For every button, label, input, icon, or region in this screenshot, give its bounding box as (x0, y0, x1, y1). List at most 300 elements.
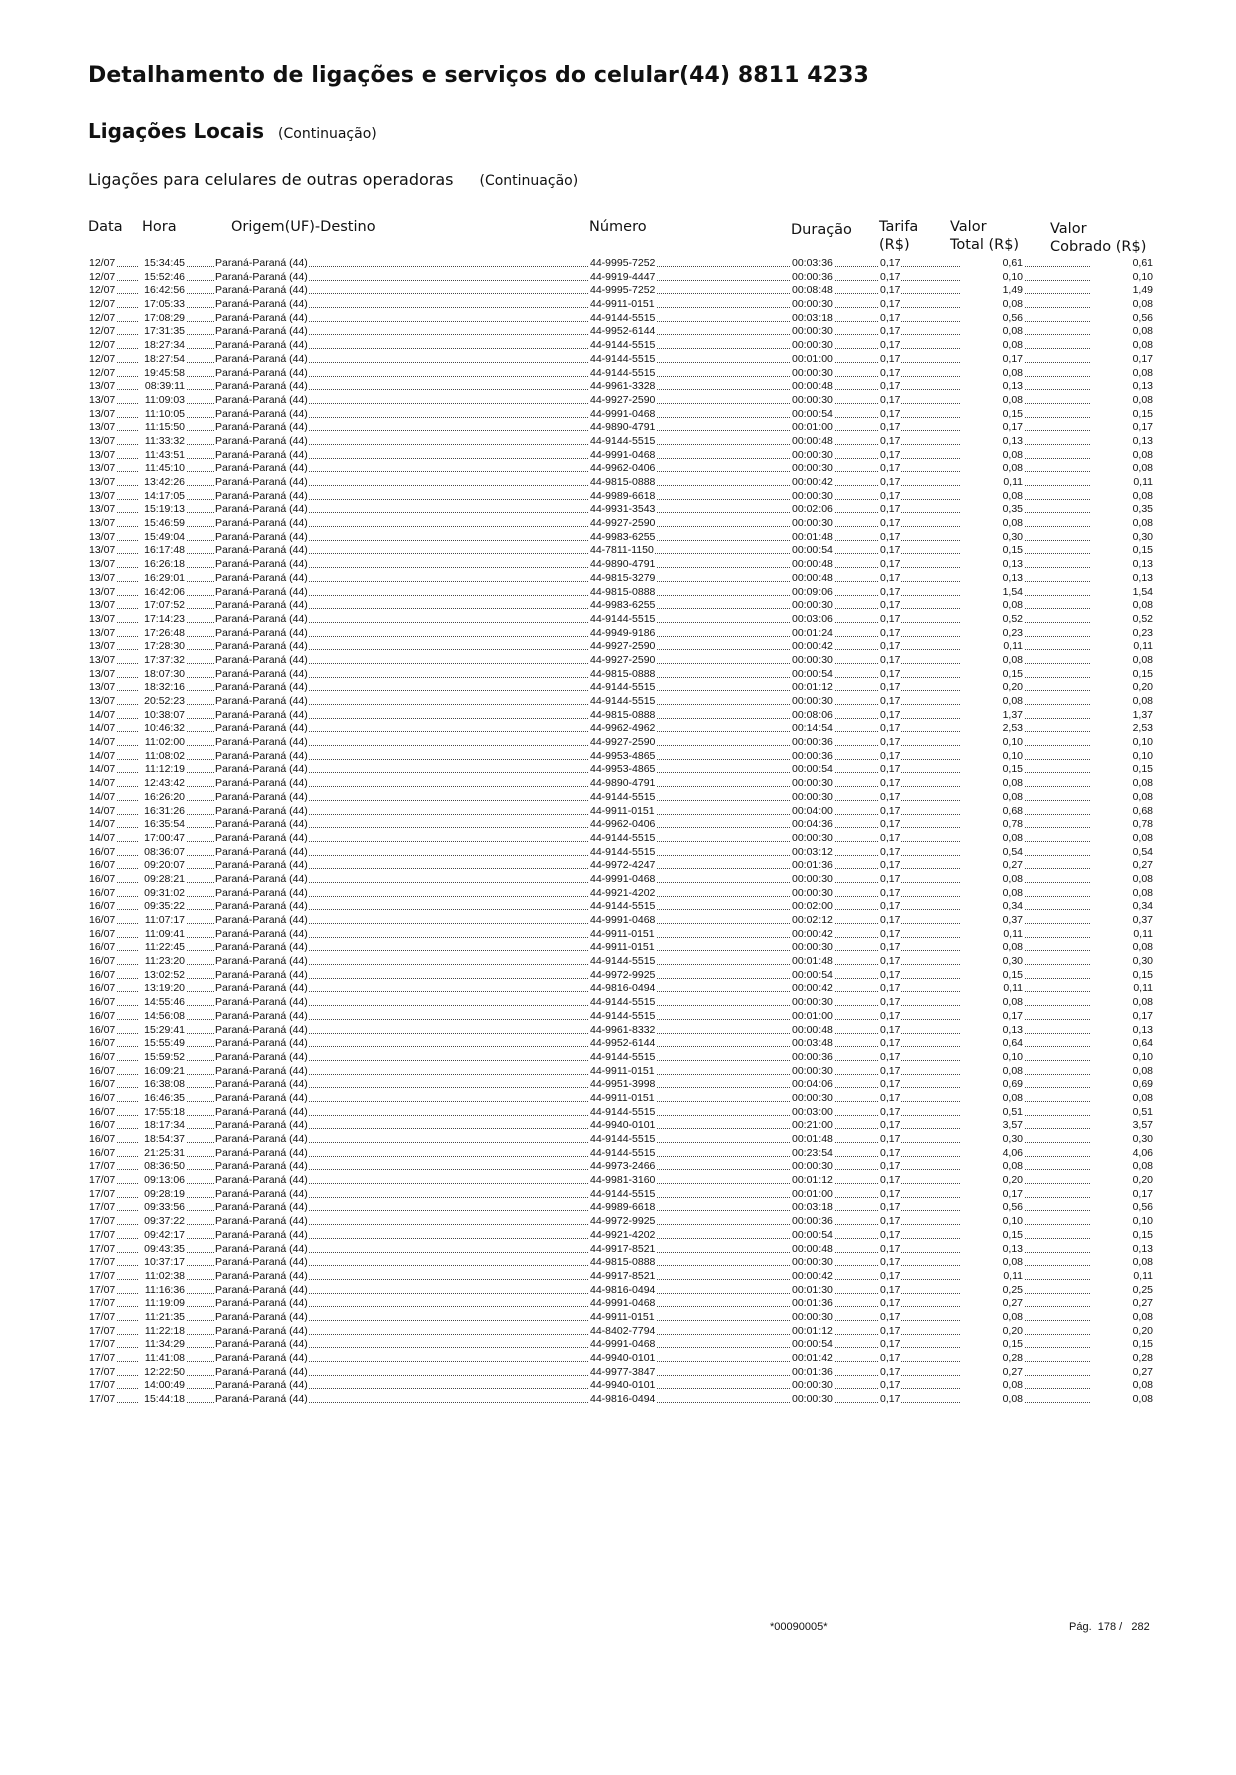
table-row (0, 763, 1236, 777)
table-row (0, 1051, 1236, 1065)
call-duration: 00:00:48 (792, 558, 833, 571)
call-tariff: 0,17 (880, 612, 901, 625)
section-heading (88, 119, 377, 143)
table-row (0, 1188, 1236, 1202)
call-tariff: 0,17 (880, 1297, 901, 1310)
call-time: 19:45:58 (138, 367, 186, 380)
call-date: 13/07 (89, 462, 116, 475)
call-total-value: 0,17 (960, 421, 1024, 434)
call-charged-value: 0,61 (1090, 257, 1154, 270)
table-row (0, 791, 1236, 805)
table-row (0, 1229, 1236, 1243)
call-number: 44-9917-8521 (590, 1242, 656, 1255)
column-header-tariff (879, 218, 918, 254)
call-total-value: 0,27 (960, 1297, 1024, 1310)
call-time: 16:29:01 (138, 572, 186, 585)
table-row (0, 284, 1236, 298)
call-origin-destination: Paraná-Paraná (44) (215, 380, 308, 393)
call-total-value: 0,30 (960, 531, 1024, 544)
call-origin-destination: Paraná-Paraná (44) (215, 1201, 308, 1214)
call-tariff: 0,17 (880, 1078, 901, 1091)
call-time: 08:39:11 (138, 380, 186, 393)
call-origin-destination: Paraná-Paraná (44) (215, 667, 308, 680)
call-origin-destination: Paraná-Paraná (44) (215, 681, 308, 694)
call-origin-destination: Paraná-Paraná (44) (215, 325, 308, 338)
call-tariff: 0,17 (880, 831, 901, 844)
call-charged-value: 0,10 (1090, 750, 1154, 763)
call-charged-value: 0,78 (1090, 818, 1154, 831)
call-number: 44-9989-6618 (590, 489, 656, 502)
call-date: 13/07 (89, 571, 116, 584)
call-total-value: 0,10 (960, 750, 1024, 763)
call-total-value: 0,15 (960, 408, 1024, 421)
call-number: 44-8402-7794 (590, 1324, 656, 1337)
call-time: 15:49:04 (138, 531, 186, 544)
call-number: 44-9962-0406 (590, 462, 656, 475)
call-duration: 00:01:00 (792, 352, 833, 365)
call-tariff: 0,17 (880, 1105, 901, 1118)
call-total-value: 0,13 (960, 558, 1024, 571)
call-charged-value: 0,08 (1090, 367, 1154, 380)
table-row (0, 722, 1236, 736)
call-total-value: 0,15 (960, 1338, 1024, 1351)
call-charged-value: 0,25 (1090, 1284, 1154, 1297)
call-tariff: 0,17 (880, 927, 901, 940)
call-time: 13:02:52 (138, 969, 186, 982)
call-duration: 00:00:36 (792, 736, 833, 749)
call-total-value: 1,49 (960, 284, 1024, 297)
call-duration: 00:01:48 (792, 955, 833, 968)
table-row (0, 1065, 1236, 1079)
call-total-value: 0,08 (960, 490, 1024, 503)
table-row (0, 503, 1236, 517)
call-origin-destination: Paraná-Paraná (44) (215, 886, 308, 899)
call-time: 11:09:41 (138, 928, 186, 941)
section-title: Ligações Locais (88, 119, 265, 143)
call-origin-destination: Paraná-Paraná (44) (215, 955, 308, 968)
call-total-value: 0,08 (960, 1065, 1024, 1078)
table-row (0, 476, 1236, 490)
call-time: 11:15:50 (138, 421, 186, 434)
call-tariff: 0,17 (880, 955, 901, 968)
call-tariff: 0,17 (880, 941, 901, 954)
call-tariff: 0,17 (880, 900, 901, 913)
call-total-value: 0,25 (960, 1284, 1024, 1297)
call-origin-destination: Paraná-Paraná (44) (215, 1064, 308, 1077)
call-number: 44-9911-0151 (590, 927, 655, 940)
call-number: 44-9981-3160 (590, 1174, 656, 1187)
call-tariff: 0,17 (880, 599, 901, 612)
call-time: 08:36:50 (138, 1160, 186, 1173)
call-time: 20:52:23 (138, 695, 186, 708)
table-row (0, 859, 1236, 873)
call-time: 17:05:33 (138, 298, 186, 311)
call-date: 17/07 (89, 1201, 116, 1214)
call-charged-value: 0,10 (1090, 1051, 1154, 1064)
call-duration: 00:01:36 (792, 1365, 833, 1378)
call-charged-value: 1,49 (1090, 284, 1154, 297)
column-header-duration: Duração (791, 222, 852, 238)
call-charged-value: 0,30 (1090, 531, 1154, 544)
call-date: 13/07 (89, 544, 116, 557)
table-row (0, 873, 1236, 887)
call-duration: 00:00:30 (792, 517, 833, 530)
call-total-value: 0,20 (960, 1174, 1024, 1187)
call-duration: 00:00:30 (792, 1379, 833, 1392)
call-origin-destination: Paraná-Paraná (44) (215, 708, 308, 721)
call-date: 13/07 (89, 681, 116, 694)
call-origin-destination: Paraná-Paraná (44) (215, 1037, 308, 1050)
table-row (0, 887, 1236, 901)
call-time: 11:07:17 (138, 914, 186, 927)
call-tariff: 0,17 (880, 763, 901, 776)
call-total-value: 4,06 (960, 1147, 1024, 1160)
call-origin-destination: Paraná-Paraná (44) (215, 421, 308, 434)
call-tariff: 0,17 (880, 434, 901, 447)
call-date: 16/07 (89, 1050, 116, 1063)
call-time: 08:36:07 (138, 846, 186, 859)
call-total-value: 0,08 (960, 1379, 1024, 1392)
call-number: 44-9144-5515 (590, 1146, 656, 1159)
table-row (0, 695, 1236, 709)
call-tariff: 0,17 (880, 1269, 901, 1282)
call-duration: 00:01:12 (792, 1324, 833, 1337)
call-tariff: 0,17 (880, 1352, 901, 1364)
call-origin-destination: Paraná-Paraná (44) (215, 257, 308, 269)
call-charged-value: 0,11 (1090, 640, 1154, 653)
call-time: 09:20:07 (138, 859, 186, 872)
call-date: 12/07 (89, 270, 116, 283)
section-note: (Continuação) (278, 126, 377, 142)
call-duration: 00:00:30 (792, 298, 833, 311)
call-date: 13/07 (89, 640, 116, 653)
call-duration: 00:00:30 (792, 462, 833, 475)
call-tariff: 0,17 (880, 503, 901, 516)
call-date: 16/07 (89, 872, 116, 885)
call-origin-destination: Paraná-Paraná (44) (215, 544, 308, 557)
call-date: 16/07 (89, 968, 116, 981)
call-date: 12/07 (89, 298, 116, 311)
call-duration: 00:00:30 (792, 448, 833, 461)
call-charged-value: 1,54 (1090, 586, 1154, 599)
call-date: 14/07 (89, 777, 116, 790)
call-number: 44-9940-0101 (590, 1119, 656, 1132)
call-duration: 00:00:30 (792, 886, 833, 899)
call-charged-value: 0,11 (1090, 982, 1154, 995)
call-duration: 00:00:30 (792, 599, 833, 612)
call-charged-value: 0,08 (1090, 394, 1154, 407)
call-time: 16:46:35 (138, 1092, 186, 1105)
call-total-value: 0,15 (960, 668, 1024, 681)
call-origin-destination: Paraná-Paraná (44) (215, 489, 308, 502)
call-charged-value: 0,08 (1090, 1092, 1154, 1105)
call-origin-destination: Paraná-Paraná (44) (215, 339, 308, 352)
call-origin-destination: Paraná-Paraná (44) (215, 448, 308, 461)
call-date: 16/07 (89, 1091, 116, 1104)
call-total-value: 0,11 (960, 640, 1024, 653)
call-total-value: 0,23 (960, 627, 1024, 640)
table-row (0, 1243, 1236, 1257)
call-charged-value: 0,69 (1090, 1078, 1154, 1091)
call-number: 44-9144-5515 (590, 1009, 656, 1022)
call-time: 15:52:46 (138, 271, 186, 284)
call-total-value: 0,35 (960, 503, 1024, 516)
call-date: 16/07 (89, 914, 116, 926)
table-row (0, 1160, 1236, 1174)
call-number: 44-9972-9925 (590, 968, 656, 981)
call-total-value: 0,08 (960, 873, 1024, 886)
call-duration: 00:00:48 (792, 434, 833, 447)
call-total-value: 0,08 (960, 517, 1024, 530)
call-duration: 00:03:36 (792, 257, 833, 269)
call-number: 44-9961-3328 (590, 380, 656, 393)
call-tariff: 0,17 (880, 257, 901, 269)
call-time: 16:17:48 (138, 544, 186, 557)
call-number: 44-9911-0151 (590, 941, 655, 954)
table-row (0, 421, 1236, 435)
call-duration: 00:00:30 (792, 695, 833, 707)
call-duration: 00:00:36 (792, 749, 833, 762)
call-time: 11:21:35 (138, 1311, 186, 1324)
call-total-value: 0,11 (960, 476, 1024, 489)
call-number: 44-9816-0494 (590, 1393, 656, 1406)
call-total-value: 0,11 (960, 928, 1024, 941)
table-row (0, 394, 1236, 408)
column-header-total-line1: Valor (950, 219, 987, 235)
call-origin-destination: Paraná-Paraná (44) (215, 996, 308, 1009)
call-tariff: 0,17 (880, 1365, 901, 1378)
call-number: 44-9144-5515 (590, 1187, 656, 1200)
call-number: 44-9911-0151 (590, 1064, 655, 1077)
call-origin-destination: Paraná-Paraná (44) (215, 695, 308, 707)
call-tariff: 0,17 (880, 571, 901, 584)
call-tariff: 0,17 (880, 1064, 901, 1077)
call-duration: 00:00:48 (792, 380, 833, 393)
call-tariff: 0,17 (880, 517, 901, 530)
call-number: 44-9890-4791 (590, 421, 656, 434)
call-origin-destination: Paraná-Paraná (44) (215, 968, 308, 981)
call-total-value: 0,56 (960, 1201, 1024, 1214)
call-duration: 00:00:54 (792, 1338, 833, 1351)
call-time: 17:26:48 (138, 627, 186, 640)
call-origin-destination: Paraná-Paraná (44) (215, 831, 308, 844)
table-row (0, 353, 1236, 367)
call-origin-destination: Paraná-Paraná (44) (215, 777, 308, 790)
call-time: 16:42:06 (138, 586, 186, 599)
call-charged-value: 0,64 (1090, 1037, 1154, 1050)
call-date: 13/07 (89, 434, 116, 447)
call-tariff: 0,17 (880, 626, 901, 639)
call-date: 13/07 (89, 489, 116, 502)
column-header-charged-line2: Cobrado (R$) (1050, 239, 1147, 255)
call-date: 14/07 (89, 763, 116, 776)
call-time: 11:45:10 (138, 462, 186, 475)
call-number: 44-9144-5515 (590, 900, 656, 913)
call-time: 18:17:34 (138, 1119, 186, 1132)
call-total-value: 0,10 (960, 736, 1024, 749)
call-date: 12/07 (89, 284, 116, 297)
call-number: 44-9890-4791 (590, 777, 656, 790)
call-total-value: 0,15 (960, 1229, 1024, 1242)
call-charged-value: 2,53 (1090, 722, 1154, 735)
call-number: 44-9816-0494 (590, 1283, 656, 1296)
call-date: 16/07 (89, 1133, 116, 1145)
call-tariff: 0,17 (880, 695, 901, 707)
call-number: 44-9953-4865 (590, 749, 656, 762)
call-tariff: 0,17 (880, 380, 901, 393)
call-number: 44-9927-2590 (590, 517, 656, 530)
call-duration: 00:23:54 (792, 1146, 833, 1159)
call-date: 16/07 (89, 927, 116, 940)
call-date: 13/07 (89, 407, 116, 420)
call-origin-destination: Paraná-Paraná (44) (215, 270, 308, 283)
call-charged-value: 0,17 (1090, 1010, 1154, 1023)
call-number: 44-9911-0151 (590, 804, 655, 817)
call-date: 13/07 (89, 476, 116, 488)
call-date: 16/07 (89, 955, 116, 968)
call-number: 44-9962-0406 (590, 818, 656, 831)
call-tariff: 0,17 (880, 968, 901, 981)
call-date: 17/07 (89, 1379, 116, 1392)
call-charged-value: 0,15 (1090, 763, 1154, 776)
call-number: 44-9962-4962 (590, 722, 656, 735)
call-date: 12/07 (89, 325, 116, 338)
call-duration: 00:21:00 (792, 1119, 833, 1132)
call-total-value: 0,30 (960, 955, 1024, 968)
call-time: 11:33:32 (138, 435, 186, 448)
call-total-value: 0,08 (960, 1393, 1024, 1406)
call-date: 17/07 (89, 1365, 116, 1378)
call-date: 13/07 (89, 421, 116, 434)
call-total-value: 0,08 (960, 599, 1024, 612)
call-charged-value: 1,37 (1090, 709, 1154, 722)
call-time: 11:22:18 (138, 1325, 186, 1338)
call-date: 13/07 (89, 626, 116, 639)
call-tariff: 0,17 (880, 1146, 901, 1159)
call-origin-destination: Paraná-Paraná (44) (215, 1365, 308, 1378)
call-time: 15:46:59 (138, 517, 186, 530)
call-charged-value: 0,56 (1090, 312, 1154, 325)
call-tariff: 0,17 (880, 1091, 901, 1104)
call-number: 44-9816-0494 (590, 982, 656, 995)
call-date: 16/07 (89, 982, 116, 995)
page-current: 178 (1097, 1621, 1117, 1633)
call-origin-destination: Paraná-Paraná (44) (215, 982, 308, 995)
call-total-value: 0,27 (960, 1366, 1024, 1379)
table-row (0, 257, 1236, 271)
call-origin-destination: Paraná-Paraná (44) (215, 927, 308, 940)
call-duration: 00:00:30 (792, 996, 833, 1009)
call-time: 18:32:16 (138, 681, 186, 694)
call-origin-destination: Paraná-Paraná (44) (215, 571, 308, 584)
call-origin-destination: Paraná-Paraná (44) (215, 1023, 308, 1036)
call-total-value: 1,54 (960, 586, 1024, 599)
call-time: 11:22:45 (138, 941, 186, 954)
call-total-value: 0,08 (960, 777, 1024, 790)
subsection-note: (Continuação) (479, 173, 579, 189)
call-time: 11:34:29 (138, 1338, 186, 1351)
call-number: 44-9927-2590 (590, 640, 656, 653)
call-duration: 00:01:36 (792, 1297, 833, 1310)
call-date: 17/07 (89, 1215, 116, 1228)
call-total-value: 0,17 (960, 1188, 1024, 1201)
call-origin-destination: Paraná-Paraná (44) (215, 393, 308, 406)
call-time: 09:31:02 (138, 887, 186, 900)
call-time: 17:37:32 (138, 654, 186, 667)
table-row (0, 367, 1236, 381)
page-label: Pág. (1069, 1621, 1092, 1633)
call-origin-destination: Paraná-Paraná (44) (215, 1091, 308, 1104)
call-duration: 00:03:06 (792, 612, 833, 625)
subsection-heading (88, 170, 578, 189)
call-tariff: 0,17 (880, 804, 901, 817)
call-tariff: 0,17 (880, 790, 901, 803)
column-header-origin: Origem(UF)-Destino (231, 219, 376, 235)
table-row (0, 900, 1236, 914)
call-total-value: 0,68 (960, 805, 1024, 818)
call-list (0, 257, 1236, 1407)
call-tariff: 0,17 (880, 352, 901, 365)
call-tariff: 0,17 (880, 1201, 901, 1214)
call-duration: 00:04:36 (792, 818, 833, 831)
call-number: 44-9952-6144 (590, 325, 656, 338)
call-tariff: 0,17 (880, 325, 901, 338)
call-time: 14:56:08 (138, 1010, 186, 1023)
call-charged-value: 0,15 (1090, 544, 1154, 557)
call-origin-destination: Paraná-Paraná (44) (215, 311, 308, 324)
call-charged-value: 0,20 (1090, 681, 1154, 694)
call-total-value: 0,08 (960, 1256, 1024, 1269)
call-charged-value: 0,08 (1090, 777, 1154, 790)
call-charged-value: 4,06 (1090, 1147, 1154, 1160)
call-time: 09:37:22 (138, 1215, 186, 1228)
call-charged-value: 0,54 (1090, 846, 1154, 859)
call-tariff: 0,17 (880, 421, 901, 434)
call-origin-destination: Paraná-Paraná (44) (215, 1324, 308, 1337)
call-tariff: 0,17 (880, 1023, 901, 1036)
call-charged-value: 0,27 (1090, 1297, 1154, 1310)
call-charged-value: 0,08 (1090, 1393, 1154, 1406)
call-origin-destination: Paraná-Paraná (44) (215, 653, 308, 666)
call-tariff: 0,17 (880, 1215, 901, 1228)
call-total-value: 0,30 (960, 1133, 1024, 1146)
call-number: 44-9991-0468 (590, 872, 656, 885)
call-time: 09:43:35 (138, 1243, 186, 1256)
call-tariff: 0,17 (880, 845, 901, 858)
call-number: 44-9927-2590 (590, 736, 656, 749)
table-row (0, 1037, 1236, 1051)
call-number: 44-9927-2590 (590, 393, 656, 406)
call-charged-value: 0,35 (1090, 503, 1154, 516)
table-row (0, 846, 1236, 860)
call-origin-destination: Paraná-Paraná (44) (215, 736, 308, 749)
call-origin-destination: Paraná-Paraná (44) (215, 1269, 308, 1282)
call-tariff: 0,17 (880, 585, 901, 598)
call-time: 11:02:00 (138, 736, 186, 749)
call-date: 17/07 (89, 1256, 116, 1269)
call-number: 44-9953-4865 (590, 763, 656, 776)
call-origin-destination: Paraná-Paraná (44) (215, 626, 308, 639)
call-time: 16:09:21 (138, 1065, 186, 1078)
table-row (0, 462, 1236, 476)
call-time: 11:16:36 (138, 1284, 186, 1297)
call-charged-value: 0,08 (1090, 832, 1154, 845)
call-charged-value: 0,08 (1090, 1065, 1154, 1078)
call-charged-value: 0,15 (1090, 969, 1154, 982)
call-tariff: 0,17 (880, 1037, 901, 1050)
call-duration: 00:00:30 (792, 831, 833, 844)
call-number: 44-9144-5515 (590, 955, 656, 968)
